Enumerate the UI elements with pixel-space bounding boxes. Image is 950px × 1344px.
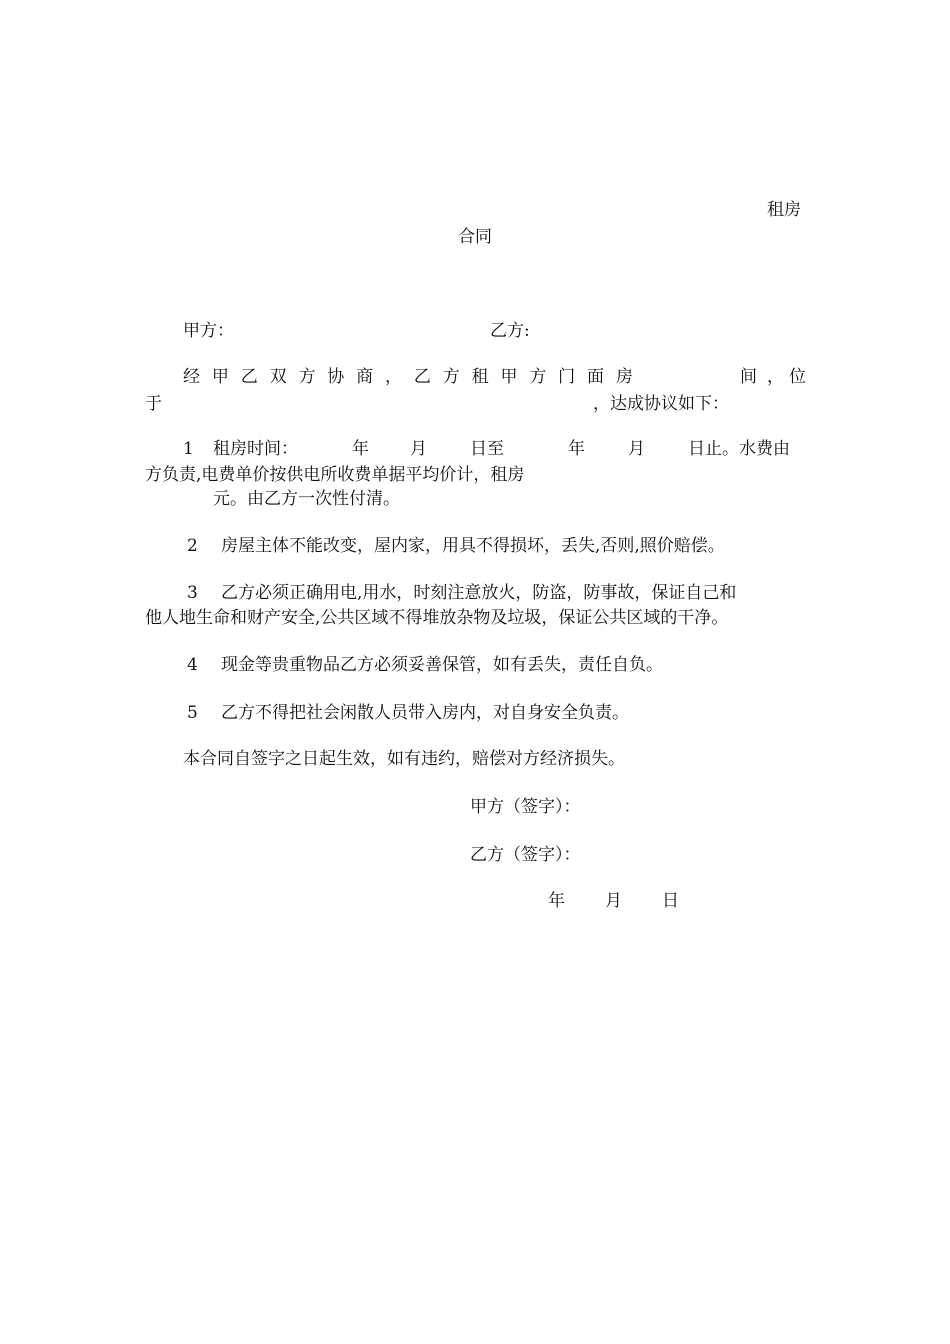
- party-b-label: 乙方:: [490, 321, 530, 341]
- intro-line-2-start: 于: [145, 394, 162, 414]
- clause-1-month-2: 月: [628, 439, 645, 459]
- signature-month: 月: [605, 891, 622, 911]
- intro-line-2-end: ，达成协议如下：: [593, 394, 729, 414]
- intro-char: 甲: [211, 367, 229, 387]
- clause-1-day-1: 日至: [470, 439, 504, 459]
- intro-char: 门: [558, 367, 576, 387]
- intro-char: 乙: [240, 367, 258, 387]
- clause-1-year-1: 年: [352, 439, 369, 459]
- clause-5-text: 乙方不得把社会闲散人员带入房内，对自身安全负责。: [221, 703, 629, 723]
- intro-char: 甲: [500, 367, 518, 387]
- clause-5-number: 5: [187, 703, 198, 723]
- title-line-1: 租房: [767, 200, 801, 220]
- clause-2-text: 房屋主体不能改变，屋内家，用具不得损坏，丢失,否则,照价赔偿。: [221, 536, 725, 556]
- closing-statement: 本合同自签字之日起生效，如有违约，赔偿对方经济损失。: [183, 749, 625, 769]
- intro-char: 租: [471, 367, 489, 387]
- signature-day: 日: [662, 891, 679, 911]
- clause-3-line-2: 他人地生命和财产安全,公共区域不得堆放杂物及垃圾，保证公共区域的干净。: [145, 608, 729, 628]
- intro-line-1-end-comma: ，: [767, 367, 784, 387]
- clause-2-number: 2: [187, 536, 198, 556]
- clause-1-label: 租房时间：: [213, 439, 298, 459]
- intro-char: 协: [327, 367, 345, 387]
- clause-4-text: 现金等贵重物品乙方必须妥善保管，如有丢失，责任自负。: [221, 655, 663, 675]
- intro-char: ，: [385, 367, 403, 387]
- title-line-2: 合同: [458, 227, 492, 247]
- party-a-label: 甲方：: [183, 321, 234, 341]
- intro-char: 方: [442, 367, 460, 387]
- party-b-signature-label: 乙方（签字）：: [470, 845, 581, 865]
- intro-char: 乙: [413, 367, 431, 387]
- intro-line-1: [183, 366, 633, 388]
- clause-1-day-2-tail: 日止。水费由: [688, 439, 790, 459]
- intro-char: 方: [529, 367, 547, 387]
- intro-char: 方: [298, 367, 316, 387]
- intro-char: 房: [615, 367, 633, 387]
- intro-line-1-end-char: 位: [789, 367, 806, 387]
- intro-char: 双: [269, 367, 287, 387]
- clause-1-year-2: 年: [568, 439, 585, 459]
- intro-char: 面: [587, 367, 605, 387]
- party-a-signature-label: 甲方（签字）：: [470, 797, 581, 817]
- signature-year: 年: [548, 891, 565, 911]
- intro-char: 商: [356, 367, 374, 387]
- clause-3-number: 3: [187, 583, 198, 603]
- clause-1-line-2: 方负责,电费单价按供电所收费单据平均价计，租房: [145, 465, 525, 485]
- intro-room-count-unit: 间: [740, 367, 757, 387]
- clause-1-line-3: 元。由乙方一次性付清。: [213, 489, 400, 509]
- clause-1-number: 1: [183, 439, 194, 459]
- clause-3-line-1: 乙方必须正确用电,用水，时刻注意放火，防盗，防事故，保证自己和: [221, 583, 737, 603]
- intro-char: 经: [183, 367, 200, 387]
- clause-4-number: 4: [187, 655, 198, 675]
- clause-1-month-1: 月: [410, 439, 427, 459]
